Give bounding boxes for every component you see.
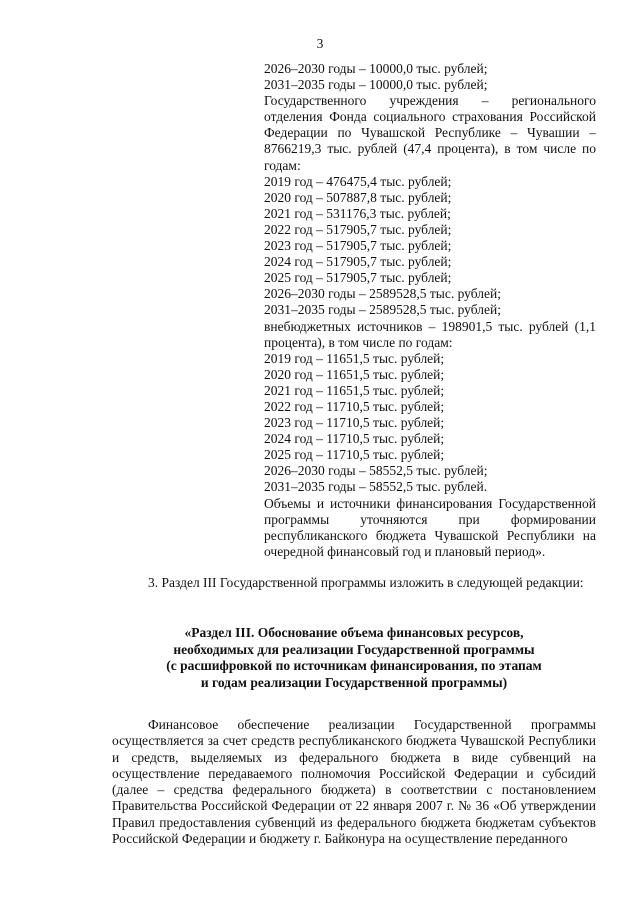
fss-year-line: 2025 год – 517905,7 тыс. рублей; (264, 270, 452, 286)
financing-line: 2026–2030 годы – 10000,0 тыс. рублей; (264, 61, 488, 76)
fss-year-line: 2019 год – 476475,4 тыс. рублей; (264, 173, 452, 189)
extrabudget-year-line: 2025 год – 11710,5 тыс. рублей; (264, 447, 445, 463)
heading-line: необходимых для реализации Государственной программы (173, 641, 535, 657)
extrabudget-year-line: 2021 год – 11651,5 тыс. рублей; (264, 382, 445, 398)
extrabudget-year-line: 2026–2030 годы – 58552,5 тыс. рублей; (264, 463, 488, 479)
fss-year-line: 2022 год – 517905,7 тыс. рублей; (264, 221, 452, 237)
extrabudget-year-line: 2019 год – 11651,5 тыс. рублей; (264, 350, 445, 366)
fss-year-line: 2031–2035 годы – 2589528,5 тыс. рублей; (264, 302, 501, 318)
fss-year-line: 2026–2030 годы – 2589528,5 тыс. рублей; (264, 286, 501, 302)
extrabudget-year-line: 2031–2035 годы – 58552,5 тыс. рублей. (264, 479, 488, 495)
extrabudget-year-line: 2024 год – 11710,5 тыс. рублей; (264, 431, 445, 447)
fss-year-line: 2024 год – 517905,7 тыс. рублей; (264, 254, 452, 270)
closing-paragraph: Объемы и источники финансирования Государственной программы уточняются при формировании республиканского бюджета Чувашской Республики на очередной финансовый год и плановый период». (264, 495, 596, 559)
financing-block (264, 61, 596, 560)
fss-paragraph: Государственного учреждения – регионального отделения Фонда социального страхования Российской Федерации по Чувашской Республике – Чувашии – 8766219,3 тыс. рублей (47,4 процента), в том числе по годам: (264, 93, 596, 173)
fss-year-line: 2021 год – 531176,3 тыс. рублей; (264, 205, 451, 221)
extrabudget-year-line: 2020 год – 11651,5 тыс. рублей; (264, 366, 445, 382)
extrabudget-year-line: 2022 год – 11710,5 тыс. рублей; (264, 398, 445, 414)
body-paragraph: Финансовое обеспечение реализации Государственной программы осуществляется за счет средств республиканского бюджета Чувашской Республики и средств, выделяемых из федерального бюджета в виде субвенций на осуществление передаваемого полномочия Российской Федерации и субсидий (далее – средства федерального бюджета) в соответствии с постановлением Правительства Российской Федерации от 22 января 2007 г. № 36 «Об утверждении Правил предоставления субвенций из федерального бюджета бюджетам субъектов Российской Федерации и бюджету г. Байконура на осуществление переданного (112, 717, 596, 847)
fss-year-line: 2023 год – 517905,7 тыс. рублей; (264, 238, 452, 254)
heading-line: и годам реализации Государственной программы) (200, 674, 508, 690)
extrabudget-paragraph: внебюджетных источников – 198901,5 тыс. рублей (1,1 процента), в том числе по годам: (264, 318, 596, 350)
fss-year-line: 2020 год – 507887,8 тыс. рублей; (264, 189, 452, 205)
heading-line: (с расшифровкой по источникам финансирования, по этапам (166, 658, 542, 673)
amendment-item-3: 3. Раздел III Государственной программы изложить в следующей редакции: (148, 575, 584, 590)
extrabudget-year-line: 2023 год – 11710,5 тыс. рублей; (264, 415, 445, 431)
page-number: 3 (316, 36, 324, 51)
heading-line: «Раздел III. Обоснование объема финансовых ресурсов, (184, 625, 524, 640)
section-heading (112, 625, 596, 691)
financing-line: 2031–2035 годы – 10000,0 тыс. рублей; (264, 77, 488, 93)
